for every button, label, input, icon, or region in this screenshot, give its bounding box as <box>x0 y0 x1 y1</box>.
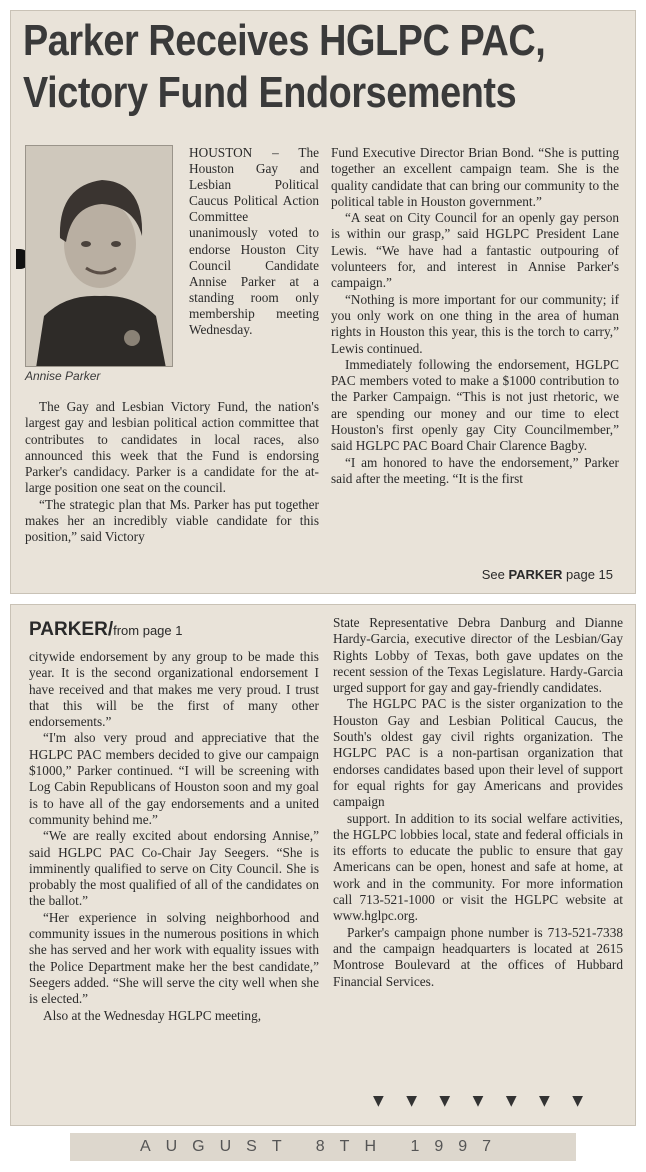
end-mark: ▼ <box>505 1093 517 1109</box>
continuation-heading <box>29 619 182 641</box>
paragraph: citywide endorsement by any group to be made this year. It is the second organizational endorsement I have received and that makes me very proud. I trust that this will be the first of many other endorsements.” <box>29 649 319 730</box>
column-2 <box>331 145 619 487</box>
portrait-illustration <box>26 146 173 367</box>
continuation-clipping <box>10 604 636 1126</box>
paragraph: “A seat on City Council for an openly gay person is within our grasp,” said HGLPC President Lane Lewis. “We have had a fantastic outpouring of volunteers for, and interest in Annise Parker's campaign.” <box>331 210 619 291</box>
end-mark: ▼ <box>406 1093 417 1109</box>
headline-line-2: Victory Fund Endorsements <box>23 68 517 117</box>
end-mark: ▼ <box>373 1093 384 1109</box>
paragraph: “We are really excited about endorsing Annise,” said HGLPC PAC Co-Chair Jay Seegers. “She is imminently qualified to serve on City Council. She is probably the most qualified of all of the candidates on the ballot.” <box>29 828 319 909</box>
continuation-from: from page 1 <box>113 623 183 638</box>
dateline-paragraph: HOUSTON – The Houston Gay and Lesbian Political Caucus Political Action Committee unanimously voted to endorse Houston City Council Candidate Annise Parker at a standing room only membership meeting Wednesday. <box>189 145 319 338</box>
paragraph: Parker's campaign phone number is 713-521-7338 and the campaign headquarters is located at 2615 Montrose Boulevard at the offices of Hubbard Financial Services. <box>333 924 623 989</box>
issue-date: AUGUST 8TH 1997 <box>70 1133 576 1161</box>
article-clipping <box>10 10 636 594</box>
jump-keyword: PARKER <box>508 567 563 582</box>
jump-line <box>482 567 613 582</box>
paragraph: support. In addition to its social welfare activities, the HGLPC lobbies local, state and federal officials in its efforts to educate the public to ensure that gay Americans can be open, honest and safe at home, at work and in the community. For more information call 713-521-1000 or visit the HGLPC website at www.hglpc.org. <box>333 810 623 924</box>
paragraph: “Her experience in solving neighborhood and community issues in the numerous positions in which she has served and her work with equality issues with the Police Department make her the best candidate,” Seegers added. “She will serve the city well when she is elected.” <box>29 909 319 1007</box>
paragraph: State Representative Debra Danburg and Dianne Hardy-Garcia, executive director of the Lesbian/Gay Rights Lobby of Texas, both gave updates on the recent session of the Texas Legislature. Hardy-Garcia urged support for gay and gay-friendly candidates. <box>333 615 623 696</box>
jump-prefix: See <box>481 567 509 582</box>
end-mark: ▼ <box>472 1093 484 1109</box>
end-marks <box>373 1093 583 1109</box>
continuation-keyword: PARKER/ <box>29 619 114 640</box>
paragraph: “I'm also very proud and appreciative that the HGLPC PAC members decided to give our campaign $1000,” Parker continued. “I will be screening with Log Cabin Republicans of Houston soon and my goal is to have all of the gay endorsements and a united community behind me.” <box>29 730 319 827</box>
paragraph: “Nothing is more important for our community; if you only work on one thing in the area of human rights in Houston this year, this is the torch to carry,” Lewis continued. <box>331 291 619 356</box>
paragraph: “The strategic plan that Ms. Parker has put together makes her an incredibly viable candidate for this position,” said Victory <box>25 496 319 545</box>
end-mark: ▼ <box>572 1093 583 1109</box>
end-mark: ▼ <box>439 1093 451 1109</box>
paragraph: Also at the Wednesday HGLPC meeting, <box>43 1007 262 1023</box>
paragraph: The HGLPC PAC is the sister organization to the Houston Gay and Lesbian Political Caucus, the South's oldest gay civil rights organization. The HGLPC PAC is a non-partisan organization that endorses candidates based upon their level of support for equal rights for gay Americans and provides campaign <box>333 696 623 810</box>
photo-caption: Annise Parker <box>25 369 101 383</box>
column-1-wide <box>25 399 319 546</box>
continuation-column-1 <box>29 649 319 1024</box>
portrait-photo <box>25 145 173 367</box>
jump-page: page 15 <box>562 567 613 582</box>
paragraph: “I am honored to have the endorsement,” Parker said after the meeting. “It is the first <box>331 454 619 486</box>
paragraph: Immediately following the endorsement, HGLPC PAC members voted to make a $1000 contribution to the Parker Campaign. “This is not just rhetoric, we are spending our money and our time to elect Houston's first openly gay City Councilmember,” said HGLPC PAC Board Chair Clarence Bagby. <box>331 356 619 454</box>
continuation-column-2 <box>333 615 623 990</box>
paragraph: The Gay and Lesbian Victory Fund, the nation's largest gay and lesbian political action committee that contributes to candidates in local races, also announced this week that the Fund is endorsing Parker's candidacy. Parker is a candidate for the at-large position one seat on the council. <box>25 399 319 496</box>
headline <box>23 15 546 119</box>
paragraph: Fund Executive Director Brian Bond. “She is putting together an excellent campaign team. She is the quality candidate that can bring our community to the political table in Houston government.” <box>331 145 619 209</box>
end-mark: ▼ <box>539 1093 550 1109</box>
column-1-narrow <box>189 145 319 338</box>
headline-line-1: Parker Receives HGLPC PAC, <box>23 16 546 65</box>
